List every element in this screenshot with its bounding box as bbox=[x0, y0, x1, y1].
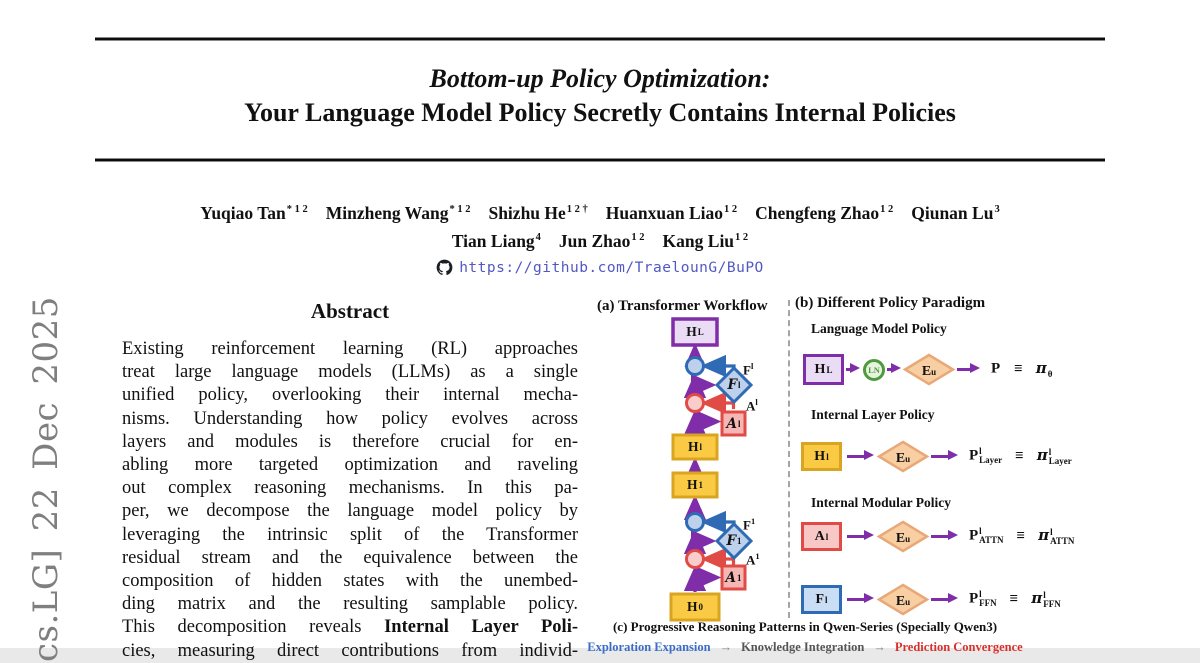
authors-row-2 bbox=[0, 231, 1200, 252]
panel-c-caption: (c) Progressive Reasoning Patterns in Qwen-Series (Specially Qwen3) bbox=[612, 619, 998, 634]
abstract-line: ding matrix and the resulting samplable policy. bbox=[122, 594, 578, 615]
ffn-module-node: F l bbox=[727, 377, 741, 393]
policy-row-ffn bbox=[795, 580, 1200, 618]
author: Minzheng Wang$^{* 1 2}$ bbox=[325, 203, 471, 223]
author-superscript: 1 2 bbox=[724, 204, 738, 216]
abstract-line: composition of hidden states with the unembed- bbox=[122, 571, 578, 592]
mid-rule bbox=[95, 158, 1105, 162]
attn-node: A l bbox=[801, 522, 842, 551]
abstract-heading: Abstract bbox=[310, 299, 390, 323]
author-superscript: 1 2 † bbox=[566, 204, 588, 216]
ffn-tag: $F^l$ bbox=[743, 361, 754, 378]
github-link[interactable]: https://github.com/TraelounG/BuPO bbox=[459, 259, 764, 276]
policy-row-attn bbox=[795, 517, 1200, 555]
attn-module-node: A l bbox=[726, 415, 741, 432]
hL-node: H L bbox=[803, 354, 844, 385]
author-superscript: * 1 2 bbox=[286, 204, 308, 216]
section-title-lm-policy: Language Model Policy bbox=[811, 321, 947, 336]
abstract-line: treat large language models (LLMs) as a single bbox=[122, 362, 578, 383]
unembedding-diamond: E u bbox=[903, 353, 955, 391]
arrow-icon bbox=[931, 535, 949, 539]
author-superscript: 1 2 bbox=[631, 232, 645, 244]
result-formula: P ≡ π θ bbox=[991, 359, 1053, 379]
unembedding-diamond: E u bbox=[877, 440, 929, 478]
panel-divider bbox=[788, 300, 790, 618]
author-superscript: 3 bbox=[994, 204, 1000, 216]
arrow-icon bbox=[846, 368, 851, 372]
arrow-icon bbox=[847, 598, 865, 602]
author: Huanxuan Liao$^{1 2}$ bbox=[605, 203, 738, 223]
arrow-icon: → bbox=[873, 640, 886, 654]
panel-a-label: (a) Transformer Workflow bbox=[597, 298, 768, 314]
h0-node-label: H 0 bbox=[686, 599, 703, 614]
authors-row-1 bbox=[0, 203, 1200, 224]
github-icon bbox=[436, 259, 453, 276]
ffn-tag: $F^1$ bbox=[743, 516, 756, 533]
author: Jun Zhao$^{1 2}$ bbox=[558, 231, 645, 251]
arrow-icon bbox=[931, 598, 949, 602]
abstract-line: out complex reasoning mechanisms. In this pa- bbox=[122, 478, 578, 499]
arxiv-stamp: cs.LG] 22 Dec 2025 bbox=[26, 296, 66, 662]
section-title-modular-policy: Internal Modular Policy bbox=[811, 495, 951, 510]
panel-c-legend bbox=[585, 640, 1025, 655]
ffn-module-node: F 1 bbox=[726, 533, 742, 549]
author: Tian Liang$^4$ bbox=[451, 231, 541, 251]
panel-a-transformer-workflow bbox=[595, 295, 790, 648]
hl-node-label: H l bbox=[687, 439, 703, 454]
attn-tag: $A^l$ bbox=[746, 397, 758, 414]
author: Qiunan Lu$^3$ bbox=[911, 203, 1000, 223]
abstract-line: nisms. Understanding how policy evolves across bbox=[122, 408, 578, 429]
arrow-icon bbox=[957, 368, 971, 372]
layernorm-node: LN bbox=[863, 359, 885, 381]
arrow-icon: → bbox=[719, 640, 733, 654]
abstract-line: layers and modules is therefore crucial for en- bbox=[122, 431, 578, 452]
abstract-line: unified policy, overlooking their internal mecha- bbox=[122, 385, 578, 406]
abstract-body bbox=[122, 338, 578, 663]
abstract-line: This decomposition reveals Internal Layer Poli- bbox=[122, 617, 578, 638]
abstract-line: abling more targeted optimization and raveling bbox=[122, 455, 578, 476]
author-superscript: 1 2 bbox=[880, 204, 894, 216]
section-title-layer-policy: Internal Layer Policy bbox=[811, 407, 935, 422]
legend-item: Prediction Convergence bbox=[894, 640, 1023, 654]
attn-module-node: A 1 bbox=[725, 569, 742, 586]
abstract-line: residual stream and the equivalence between the bbox=[122, 547, 578, 568]
legend-item: Knowledge Integration bbox=[741, 640, 865, 654]
unembedding-diamond: E u bbox=[877, 583, 929, 621]
h1-node-label: H 1 bbox=[686, 477, 703, 492]
arrow-icon bbox=[931, 455, 949, 459]
policy-row-language-model bbox=[795, 350, 1200, 388]
author: Kang Liu$^{1 2}$ bbox=[662, 231, 749, 251]
github-line bbox=[0, 259, 1200, 276]
author: Yuqiao Tan$^{* 1 2}$ bbox=[200, 203, 308, 223]
author: Chengfeng Zhao$^{1 2}$ bbox=[755, 203, 894, 223]
result-formula: P l ATTN ≡ π l ATTN bbox=[969, 526, 1075, 546]
ffn-node: F l bbox=[801, 585, 842, 614]
author-superscript: 1 2 bbox=[735, 232, 749, 244]
abstract-line: Existing reinforcement learning (RL) approaches bbox=[122, 339, 578, 359]
attn-tag: $A^1$ bbox=[746, 551, 760, 568]
author-superscript: 4 bbox=[535, 232, 541, 244]
panel-b-label: (b) Different Policy Paradigm bbox=[795, 295, 986, 311]
author: Shizhu $He^{1 2 \dagger}$ bbox=[488, 203, 588, 223]
unembedding-diamond: E u bbox=[877, 520, 929, 558]
hl-node: H l bbox=[801, 442, 842, 471]
arrow-icon bbox=[847, 455, 865, 459]
hL-node-label: H L bbox=[686, 324, 704, 339]
panel-b-policy-paradigm bbox=[795, 295, 1200, 648]
abstract-line: leveraging the intrinsic split of the Transformer bbox=[122, 524, 578, 545]
abstract-line: per, we decompose the language model policy by bbox=[122, 501, 578, 522]
abstract-line-clipped: cies, measuring direct contributions from individ- bbox=[122, 640, 578, 661]
paper-title-line1: Bottom-up Policy Optimization: bbox=[429, 64, 771, 93]
result-formula: P l FFN ≡ π l FFN bbox=[969, 589, 1061, 609]
result-formula: P l Layer ≡ π l Layer bbox=[969, 446, 1072, 466]
paper-title-line2: Your Language Model Policy Secretly Contains Internal Policies bbox=[244, 98, 956, 127]
top-rule bbox=[95, 37, 1105, 41]
author-superscript: * 1 2 bbox=[449, 204, 471, 216]
legend-item: Exploration Expansion bbox=[587, 640, 711, 654]
policy-row-internal-layer bbox=[795, 437, 1200, 475]
arrow-icon bbox=[887, 368, 892, 372]
arrow-icon bbox=[847, 535, 865, 539]
